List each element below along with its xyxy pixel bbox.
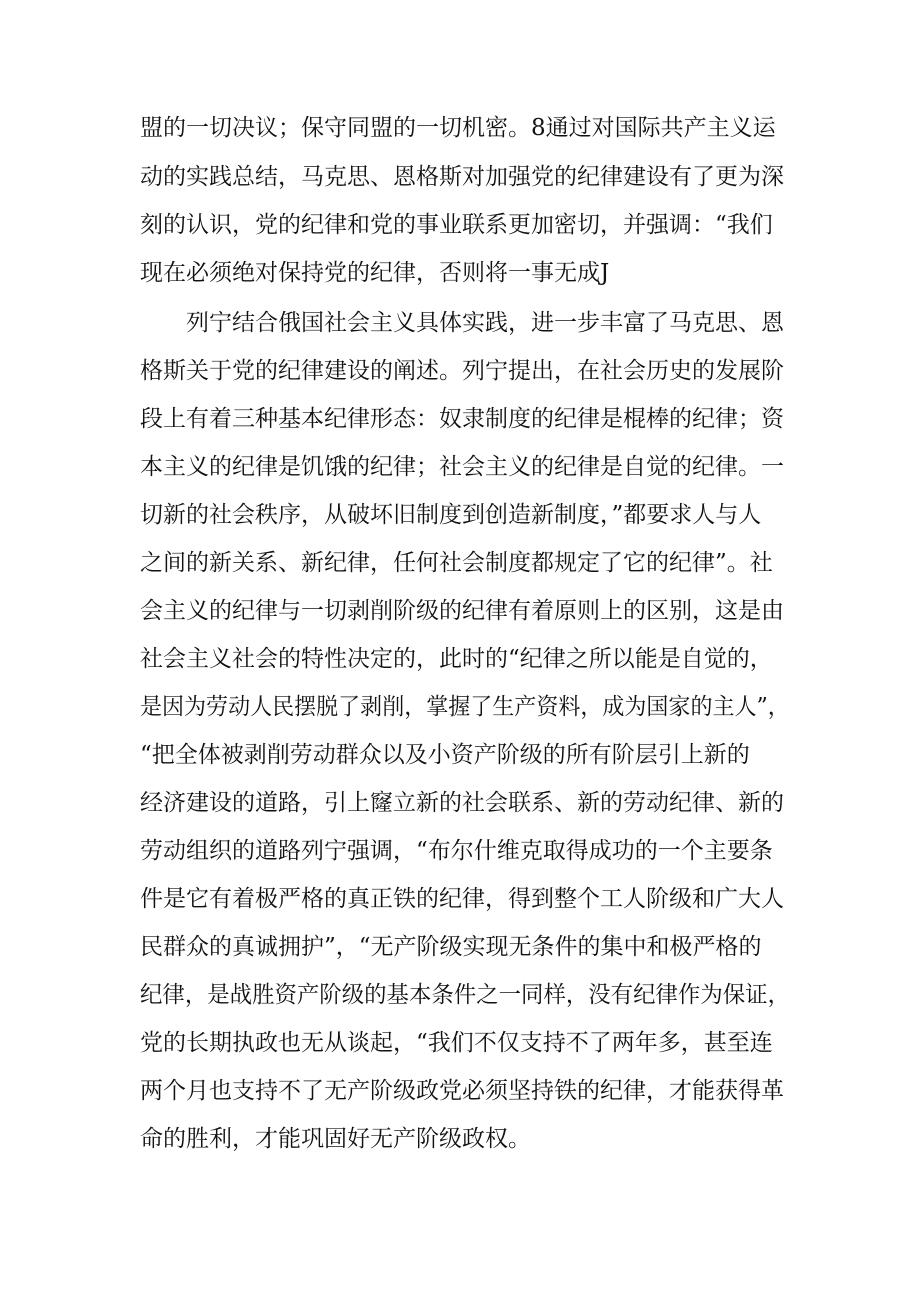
text-line: 件是它有着极严格的真正铁的纪律，得到整个工人阶级和广大人 [140,886,784,912]
text-line: 切新的社会秩序，从破坏旧制度到创造新制度，”都要求人与人 [140,502,762,528]
text-line: 经济建设的道路，引上窿立新的社会联系、新的劳动纪律、新的 [140,790,784,816]
text-line: 社会主义社会的特性决定的，此时的“纪律之所以能是自觉的， [140,646,773,672]
text-line: 两个月也支持不了无产阶级政党必须坚持铁的纪律，才能获得革 [140,1078,784,1104]
text-line: 纪律，是战胜资产阶级的基本条件之一同样，没有纪律作为保证， [140,982,790,1008]
text-line: 党的长期执政也无从谈起，“我们不仅支持不了两年多，甚至连 [140,1030,773,1056]
text-line: 本主义的纪律是饥饿的纪律；社会主义的纪律是自觉的纪律。一 [140,454,784,480]
text-line: 动的实践总结，马克思、恩格斯对加强党的纪律建设有了更为深 [140,164,784,190]
text-line: 民群众的真诚拥护”，“无产阶级实现无条件的集中和极严格的 [140,934,762,960]
text-line: 盟的一切决议；保守同盟的一切机密。8通过对国际共产主义运 [140,115,776,141]
text-line: 列宁结合俄国社会主义具体实践，进一步丰富了马克思、恩 [186,310,784,336]
text-line: 是因为劳动人民摆脱了剥削，掌握了生产资料，成为国家的主人”， [140,694,790,720]
text-line: 会主义的纪律与一切剥削阶级的纪律有着原则上的区别，这是由 [140,598,784,624]
text-line: 格斯关于党的纪律建设的阐述。列宁提出，在社会历史的发展阶 [140,358,784,384]
text-line: 刻的认识，党的纪律和党的事业联系更加密切，并强调：“我们 [140,212,773,238]
text-line: 命的胜利，才能巩固好无产阶级政权。 [140,1126,531,1152]
text-line: 之间的新关系、新纪律，任何社会制度都规定了它的纪律”。社 [140,550,773,576]
text-line: 劳动组织的道路列宁强调，“布尔什维克取得成功的一个主要条 [140,838,773,864]
text-line: “把全体被剥削劳动群众以及小资产阶级的所有阶层引上新的 [140,742,750,768]
text-line: 段上有着三种基本纪律形态：奴隶制度的纪律是棍棒的纪律；资 [140,406,784,432]
text-line: 现在必须绝对保持党的纪律，否则将一事无成J [140,260,610,286]
